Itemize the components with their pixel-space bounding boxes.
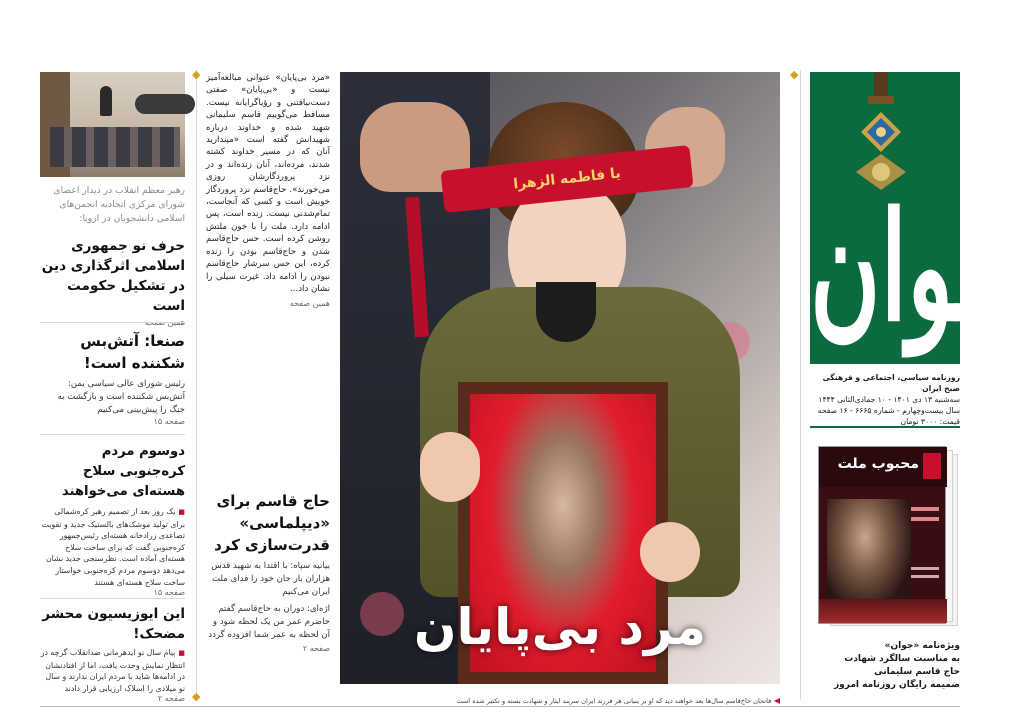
story-divider [40,598,185,599]
bullet-icon [175,507,185,516]
masthead-info [810,372,960,427]
leader-meeting-photo[interactable] [40,72,185,177]
story-divider [40,434,185,435]
story-body-text: پیام سال نو ایدهرمانی ضدانقلاب گرچه در انتظار نمایش وحدت یافت، اما از افتادنشان در ادامه‌ها شاید با مردم ایران ندارند و سال نو میلادی را اسلاک ارزیابی قرار دادند [40,648,185,693]
column-divider-left [196,70,197,700]
story-footer: صفحه ۱۵ [153,417,185,426]
supplement-cover[interactable] [818,446,946,624]
story-south-korea [40,442,185,597]
story-body [40,506,185,588]
supplement-caption-line: حاج قاسم سلیمانی [874,667,960,677]
story-body: رئیس شورای عالی سیاسی یمن: آتش‌بس شکننده است و بازگشت به جنگ را پیش‌بینی می‌کنیم [57,379,185,415]
article-footer: صفحه ۲ [302,644,330,653]
story-islamic-republic [40,236,185,327]
supplement-caption-line: به مناسبت سالگرد شهادت [844,654,960,664]
supplement-stack [816,446,966,632]
masthead-logo [810,72,1016,364]
column-divider-right [800,70,801,700]
story-body-text: یک روز بعد از تصمیم رهبر کره‌شمالی برای تولید موشک‌های بالستیک جدید و تقویت تصاعدی زرادخانه هسته‌ای رئیس‌جمهور کره‌جنوبی گفت که برای ساخت سلاح هسته‌ای آماده است. نظرسنجی جدید نشان می‌دهد دوسوم مردم کره‌جنوبی خواستار ساخت سلاح هسته‌ای هستند [41,507,185,587]
issue-number: سال بیست‌وچهارم - شماره ۶۶۶۵ - ۱۶ صفحه [817,406,960,415]
masthead-title: جوان [810,179,1016,355]
article-lead: بیانیه سپاه: با اقتدا به شهید قدس هزاران بار جان خود را فدای ملت ایران می‌کنیم [211,561,330,597]
supplement-caption-line: ویژه‌نامه «جوان» [884,641,960,651]
hero-headline: مرد بی‌پایان [413,598,707,656]
story-footer: صفحه ۱۵ [153,588,185,598]
caption-marker-icon: ◀ [771,696,780,705]
hero-caption [340,688,780,707]
ornament-icon: ◆ [192,68,201,81]
tagline: روزنامه سیاسی، اجتماعی و فرهنگی صبح ایران [822,373,960,393]
story-headline[interactable]: این ایوزیسیون محشر مضحک! [42,606,185,642]
story-headline[interactable]: صنعا: آتش‌بس شکننده است! [80,332,185,372]
masthead-divider [810,426,960,428]
article-mard-bi-payan [206,72,330,308]
photo-caption: رهبر معظم انقلاب در دیدار اعضای شورای مرکزی اتحادیه انجمن‌های اسلامی دانشجویان در اروپا: [53,185,185,224]
story-body [40,647,185,694]
bullet-icon [175,648,185,657]
article-quote: اژه‌ای: دوران به حاج‌قاسم گفتم حاضرم عمر من یک لحظه شود و آن لحظه به عمر شما افزوده گردد [208,604,330,640]
issue-date: سه‌شنبه ۱۳ دی ۱۴۰۱ - ۱۰ جمادی‌الثانی ۱۴۴۴ [818,395,960,404]
story-footer: صفحه ۲ [157,694,185,704]
article-body: «مرد بی‌پایان» عنوانی مبالغه‌آمیز نیست و «بی‌پایان» صفتی دست‌نیافتنی و رؤیاگرایانه نیست. مسافط می‌گوییم قاسم سلیمانی شهید شده و خداوند درباره شهیدانش گفته است «مپندارید آنان که در مسیر خداوند کشته شدند، مرده‌اند، آنان زنده‌اند و در نزد پروردگارشان روزی می‌خورند». حاج‌قاسم نزد پروردگار خویش است و کسی که آنجاست، تمام‌شدنی نیست. زنده است، پس ادامه دارد. ملت را با خون ملتش روشن کرده است. حس حاج‌قاسم شدن و حاج‌قاسم بودن را زنده کرده، این حس سرشار حاج‌قاسم نبودن را ادامه داد. غیرت سیلی را نشان داد... [206,73,330,294]
supplement-cover-title: محبوب ملت [837,456,919,472]
supplement-caption-line: ضمیمه رایگان روزنامه امروز [833,680,960,690]
story-divider [40,322,185,323]
ornament-icon: ◆ [192,690,201,703]
story-sanaa [40,330,185,426]
headband-text: یا فاطمه الزهرا [512,165,622,193]
article-headline[interactable]: حاج قاسم برای «دیپلماسی» قدرت‌سازی کرد [214,492,330,554]
story-headline[interactable]: حرف نو جمهوری اسلامی اثرگذاری دین در تشکیل حکومت است [41,238,185,314]
story-headline[interactable]: دوسوم مردم کره‌جنوبی سلاح هسته‌ای می‌خواهند [61,444,185,499]
article-diplomacy [206,490,330,653]
story-opposition [40,604,185,703]
supplement-logo-icon [923,453,941,479]
supplement-caption [810,640,960,692]
hero-photo[interactable] [340,72,780,684]
supplement-portrait [827,499,911,609]
price: قیمت: ۳۰۰۰ تومان [900,417,960,426]
ornament-icon: ◆ [790,68,799,81]
hero-caption-text: فاتحان حاج‌قاسم سال‌ها بعد خواهند دید که او بر بنیانی هر فرزند ایران سربند ایثار و شهادت بسته و تکثیر شده است [456,697,772,705]
article-footer: همین صفحه [289,299,330,309]
